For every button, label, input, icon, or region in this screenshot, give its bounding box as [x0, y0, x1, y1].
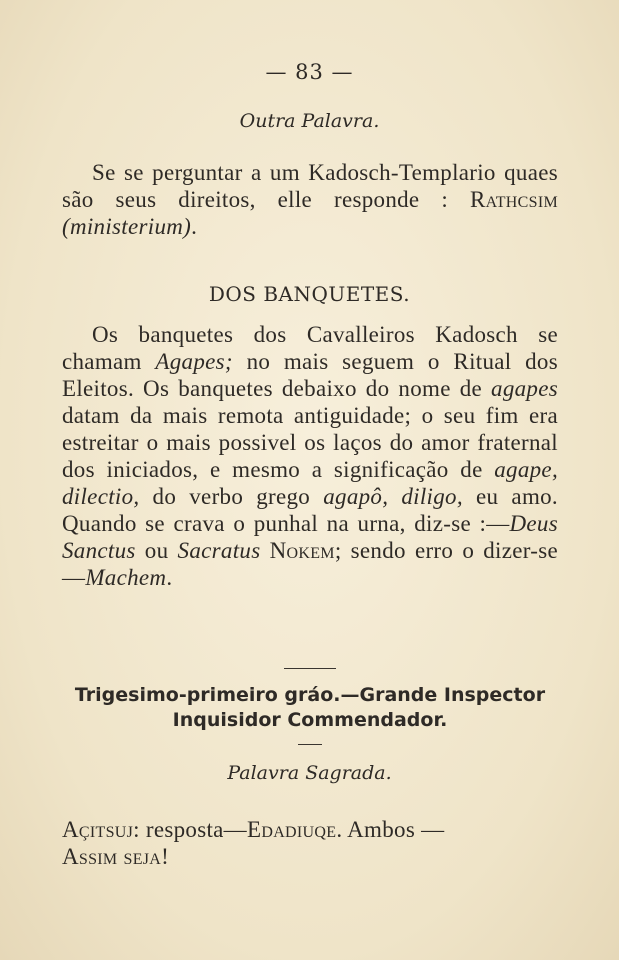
- divider: [284, 668, 336, 669]
- text: Se se perguntar a um Kadosch-Templario quaes são seus direitos, elle responde :: [62, 160, 558, 212]
- text: datam da mais remota antiguidade; o seu fim era estreitar o mais possivel os laços do amor fraternal dos iniciados, e mesmo a significação de: [62, 403, 558, 482]
- paragraph-palavra-sagrada: [62, 816, 558, 870]
- word-edadiuqe: Edadiuqe: [246, 817, 337, 842]
- word-deus-sanctus: Deus Sanctus: [62, 511, 558, 563]
- text: ou: [135, 538, 178, 563]
- text: !: [161, 844, 170, 869]
- page-number: — 83 —: [265, 60, 354, 84]
- divider: [298, 744, 322, 745]
- heading-dos-banquetes: DOS BANQUETES.: [208, 282, 411, 306]
- degree-title: [62, 683, 558, 733]
- text: Os banquetes dos Cavalleiros Kadosch se chamam: [62, 322, 558, 374]
- degree-line-2: Inquisidor Commendador.: [172, 709, 448, 731]
- text: do verbo grego: [139, 484, 324, 509]
- text: ; sendo erro o dizer-se—: [62, 538, 558, 590]
- section-title-outra-palavra: Outra Palavra.: [239, 110, 380, 132]
- text: no mais seguem o Ritual dos Eleitos. Os banquetes debaixo do nome de: [62, 349, 558, 401]
- word-agapes: agapes: [491, 376, 558, 401]
- text: . Ambos —: [336, 817, 445, 842]
- word-ministerium: (ministerium): [62, 214, 192, 239]
- paragraph-direitos: [62, 159, 558, 240]
- text: eu amo. Quando se crava o punhal na urna, diz-se :—: [62, 484, 558, 536]
- word-agapes: Agapes;: [155, 349, 233, 374]
- section-title-palavra-sagrada: Palavra Sagrada.: [227, 762, 392, 784]
- word-agape: agape, dilectio,: [62, 457, 558, 509]
- word-machem: Machem: [85, 565, 167, 590]
- word-nokem: Nokem: [269, 538, 335, 563]
- text: [260, 538, 269, 563]
- paragraph-banquetes: [62, 321, 558, 591]
- word-acitsuj: Açitsuj: [62, 817, 134, 842]
- word-assim-seja: Assim seja: [62, 844, 162, 869]
- word-sacratus: Sacratus: [177, 538, 261, 563]
- text: .: [166, 565, 173, 590]
- degree-line-1: Trigesimo-primeiro gráo.—Grande Inspector: [74, 684, 546, 706]
- text: : resposta—: [133, 817, 247, 842]
- word-rathcsim: Rathcsim: [470, 187, 558, 212]
- text: .: [191, 214, 198, 239]
- word-agapo: agapô, diligo,: [323, 484, 463, 509]
